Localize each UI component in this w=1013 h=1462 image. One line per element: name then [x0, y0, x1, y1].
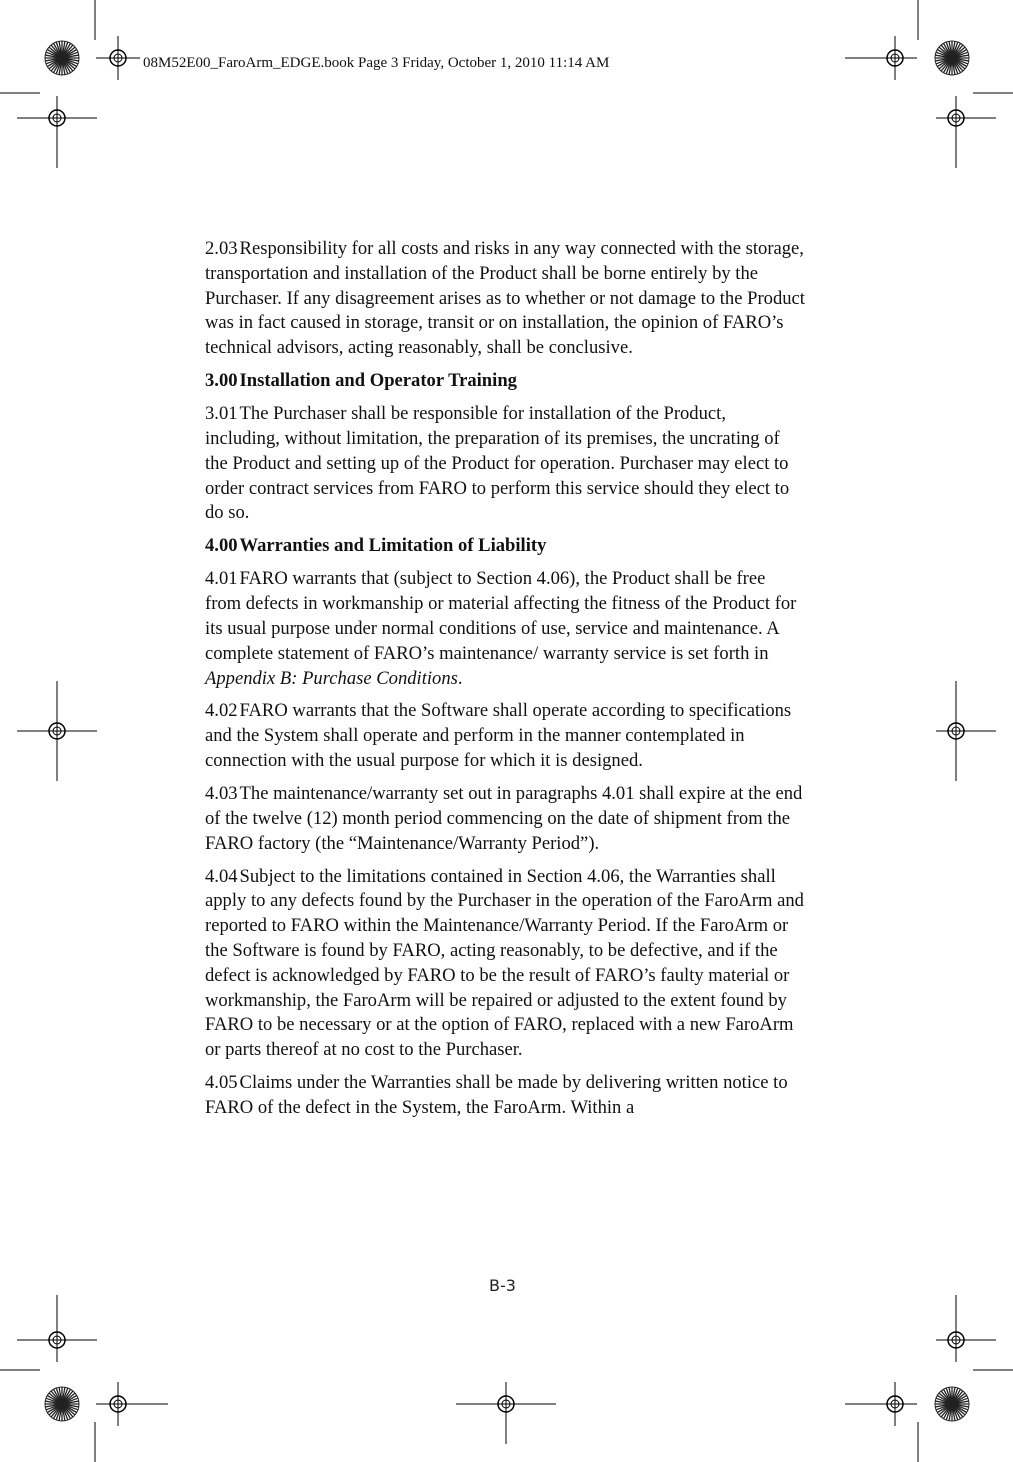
paragraph-4-02: 4.02 FARO warrants that the Software shall operate according to specifications and the System shall operate and perform in the manner contemplated in connection with the usual purpose for which it is designed.	[205, 700, 792, 772]
registration-target-icon	[17, 1295, 97, 1362]
registration-target-icon	[456, 1382, 556, 1444]
registration-target-icon	[96, 36, 140, 80]
star-target-icon	[935, 1387, 969, 1421]
registration-target-icon	[96, 1382, 168, 1426]
paragraph-4-05: 4.05 Claims under the Warranties shall be made by delivering written notice to FARO of the defect in the System, the FaroArm. Within a	[205, 1072, 788, 1118]
paragraph-4-03: 4.03 The maintenance/warranty set out in paragraphs 4.01 shall expire at the end of the twelve (12) month period commencing on the date of shipment from the FARO factory (the “Maintenance/Warranty Period”).	[205, 783, 803, 854]
registration-target-icon	[936, 96, 996, 168]
registration-target-icon	[845, 36, 917, 80]
registration-target-icon	[936, 681, 996, 781]
star-target-icon	[45, 1387, 79, 1421]
registration-target-icon	[17, 681, 97, 781]
print-slug: 08M52E00_FaroArm_EDGE.book Page 3 Friday, October 1, 2010 11:14 AM	[143, 55, 610, 71]
appendix-reference: Appendix B: Purchase Conditions	[205, 667, 458, 689]
paragraph-4-01: 4.01 FARO warrants that (subject to Section 4.06), the Product shall be free from defects in workmanship or material affecting the fitness of the Product for its usual purpose under normal conditions of use, service and maintenance. A complete statement of FARO’s maintenance/ warranty service is set forth in Appendix B: Purchase Conditions.	[205, 568, 797, 689]
paragraph-3-01: 3.01 The Purchaser shall be responsible for installation of the Product, including, without limitation, the preparation of its premises, the uncrating of the Product and setting up of the Product for operation. Purchaser may elect to order contract services from FARO to perform this service should they elect to do so.	[205, 403, 790, 524]
paragraph-4-04: 4.04 Subject to the limitations contained in Section 4.06, the Warranties shall apply to any defects found by the Purchaser in the operation of the FaroArm and reported to FARO within the Maintenance/Warranty Period. If the FaroArm or the Software is found by FARO, acting reasonably, to be defective, and if the defect is acknowledged by FARO to be the result of FARO’s faulty material or workmanship, the FaroArm will be repaired or adjusted to the extent found by FARO to be necessary or at the option of FARO, replaced with a new FaroArm or parts thereof at no cost to the Purchaser.	[205, 865, 804, 1061]
paragraph-2-03: 2.03 Responsibility for all costs and risks in any way connected with the storage, transportation and installation of the Product shall be borne entirely by the Purchaser. If any disagreement arises as to whether or not damage to the Product was in fact caused in storage, transit or on installation, the opinion of FARO’s technical advisors, acting reasonably, shall be conclusive.	[205, 238, 805, 359]
section-heading-4-00: 4.00 Warranties and Limitation of Liability	[205, 535, 547, 557]
star-target-icon	[935, 41, 969, 75]
registration-target-icon	[17, 96, 97, 168]
registration-target-icon	[936, 1295, 996, 1362]
page-body	[205, 237, 805, 1129]
page-number: B-3	[489, 1276, 516, 1295]
section-heading-3-00: 3.00 Installation and Operator Training	[205, 370, 517, 392]
star-target-icon	[45, 41, 79, 75]
registration-target-icon	[845, 1382, 917, 1426]
